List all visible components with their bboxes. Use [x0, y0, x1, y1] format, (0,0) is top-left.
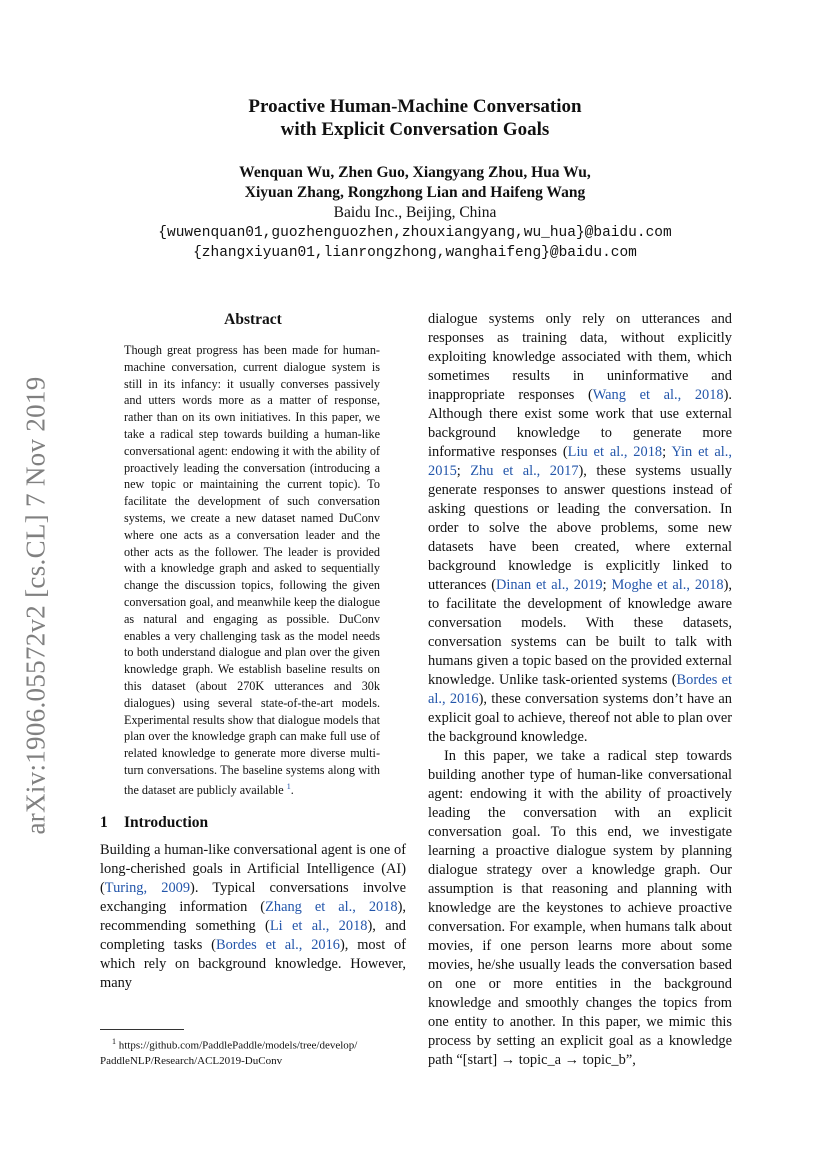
citation-link[interactable]: Bordes et al., 2016 — [428, 672, 732, 707]
text-run: ; — [456, 463, 471, 479]
abstract-heading: Abstract — [224, 311, 282, 328]
citation-link[interactable]: Li et al., 2018 — [269, 917, 368, 934]
section-number: 1 — [100, 813, 108, 831]
text-run: ). Typical conversations involve exchanging information ( — [100, 879, 407, 915]
abstract-body — [124, 342, 380, 799]
text-run: ; — [662, 444, 672, 460]
footnote-url-line-2[interactable]: PaddleNLP/Research/ACL2019-DuConv — [100, 1054, 283, 1067]
author-list — [100, 163, 730, 203]
paper-title — [100, 95, 730, 141]
emails-line-1: {wuwenquan01,guozhenguozhen,zhouxiangyang,wu_hua}@baidu.com — [158, 225, 672, 241]
citation-link[interactable]: Turing, 2009 — [104, 879, 191, 896]
text-run: ), and completing tasks ( — [100, 917, 407, 953]
header-block — [100, 95, 730, 263]
left-column — [100, 310, 406, 993]
citation-link[interactable]: Zhu et al., 2017 — [470, 463, 579, 479]
text-run: ). Although there exist some work that use external background knowledge to generate more informative responses ( — [428, 387, 732, 460]
authors-line-1: Wenquan Wu, Zhen Guo, Xiangyang Zhou, Hua Wu, — [239, 164, 591, 181]
title-line-1: Proactive Human-Machine Conversation — [248, 96, 582, 117]
footnote-rule — [100, 1029, 184, 1030]
text-run: ), these systems usually generate responses to answer questions instead of asking questions or leading the conversation. In order to solve the above problems, some new datasets have been created, where external background knowledge is explicitly linked to utterances ( — [428, 463, 732, 593]
citation-link[interactable]: Moghe et al., 2018 — [611, 577, 724, 593]
emails-line-2: {zhangxiyuan01,lianrongzhong,wanghaifeng}@baidu.com — [193, 245, 637, 261]
section-heading-introduction — [100, 813, 406, 833]
text-run: ), these conversation systems don’t have an explicit goal to achieve, thereof not able to plan over the background knowledge. — [428, 691, 732, 745]
text-run: ; — [602, 577, 612, 593]
title-line-2: with Explicit Conversation Goals — [280, 119, 550, 140]
body-paragraph-1 — [428, 310, 732, 747]
email-list — [100, 223, 730, 263]
body-paragraph-2: In this paper, we take a radical step towards building another type of human-like conversational agent: endowing it with the ability of proactively leading the conversation with an explicit conversation goal. To this end, we investigate learning a proactive dialogue system by planning dialogue strategy over a knowledge graph. Our assumption is that reasoning and planning with knowledge are the keystones to achieve proactive conversation. For example, when humans talk about movies, if one person learns more about some movies, he/she usually leads the conversation based on one or more entities in the background knowledge and smoothly changes the topics from one entity to another. In this paper, we mimic this process by setting an explicit goal as a knowledge path “[start] → topic_a → topic_b”, — [428, 748, 732, 1068]
footnote-url-line-1: https://github.com/PaddlePaddle/models/tree/develop/ — [118, 1039, 358, 1052]
text-run: dialogue systems only rely on utterances and responses as training data, without explicitly exploiting knowledge associated with them, which sometimes results in uninformative and inappropriate responses ( — [428, 311, 732, 403]
citation-link[interactable]: Zhang et al., 2018 — [265, 898, 398, 915]
footnote — [100, 1034, 406, 1069]
citation-link[interactable]: Bordes et al., 2016 — [215, 936, 340, 953]
citation-link[interactable]: Yin et al., 2015 — [428, 444, 732, 479]
text-run: ), to facilitate the development of knowledge aware conversation models. With these datasets, conversation systems can be built to talk with humans given a topic based on the provided external knowledge. Unlike task-oriented systems ( — [428, 577, 732, 688]
abstract-text: Though great progress has been made for human-machine conversation, current dialogue system is still in its infancy: it usually converses passively and utters words more as a matter of response, rather than on its own initiatives. In this paper, we take a radical step towards building a human-like conversational agent: endowing it with the ability of proactively leading the conversation (introducing a new topic or maintaining the current topic). To facilitate the development of such conversation systems, we create a new dataset named DuConv where one acts as a conversation leader and the other acts as the follower. The leader is provided with a knowledge graph and asked to sequentially change the discussion topics, following the given conversation goal, and meanwhile keep the dialogue as natural and engaging as possible. DuConv enables a very challenging task as the model needs to both understand dialogue and plan over the given knowledge graph. We establish baseline results on this dataset (about 270K utterances and 30k dialogues) using several state-of-the-art models. Experimental results show that dialogue models that plan over the knowledge graph can make full use of related knowledge to generate more diverse multi-turn conversations. The baseline systems along with the dataset are publicly available — [124, 343, 380, 797]
right-column — [428, 310, 732, 1070]
abstract-end: . — [290, 782, 294, 797]
intro-paragraph — [100, 841, 406, 993]
text-run: Building a human-like conversational agent is one of long-cherished goals in Artificial Intelligence (AI) ( — [100, 841, 406, 896]
footnote-ref[interactable]: 1 — [286, 781, 291, 791]
authors-line-2: Xiyuan Zhang, Rongzhong Lian and Haifeng Wang — [244, 184, 586, 201]
citation-link[interactable]: Liu et al., 2018 — [567, 444, 663, 460]
section-title: Introduction — [124, 813, 209, 831]
footnote-mark: 1 — [112, 1037, 116, 1046]
citation-link[interactable]: Wang et al., 2018 — [592, 387, 724, 403]
citation-link[interactable]: Dinan et al., 2019 — [496, 577, 603, 593]
affiliation: Baidu Inc., Beijing, China — [333, 204, 497, 221]
arxiv-side-stamp — [16, 370, 56, 840]
text-run: ), most of which rely on background knowledge. However, many — [100, 936, 407, 991]
footnote-url[interactable] — [100, 1034, 406, 1054]
arxiv-identifier: arXiv:1906.05572v2 [cs.CL] 7 Nov 2019 — [20, 375, 51, 835]
text-run: ), recommending something ( — [100, 898, 406, 934]
